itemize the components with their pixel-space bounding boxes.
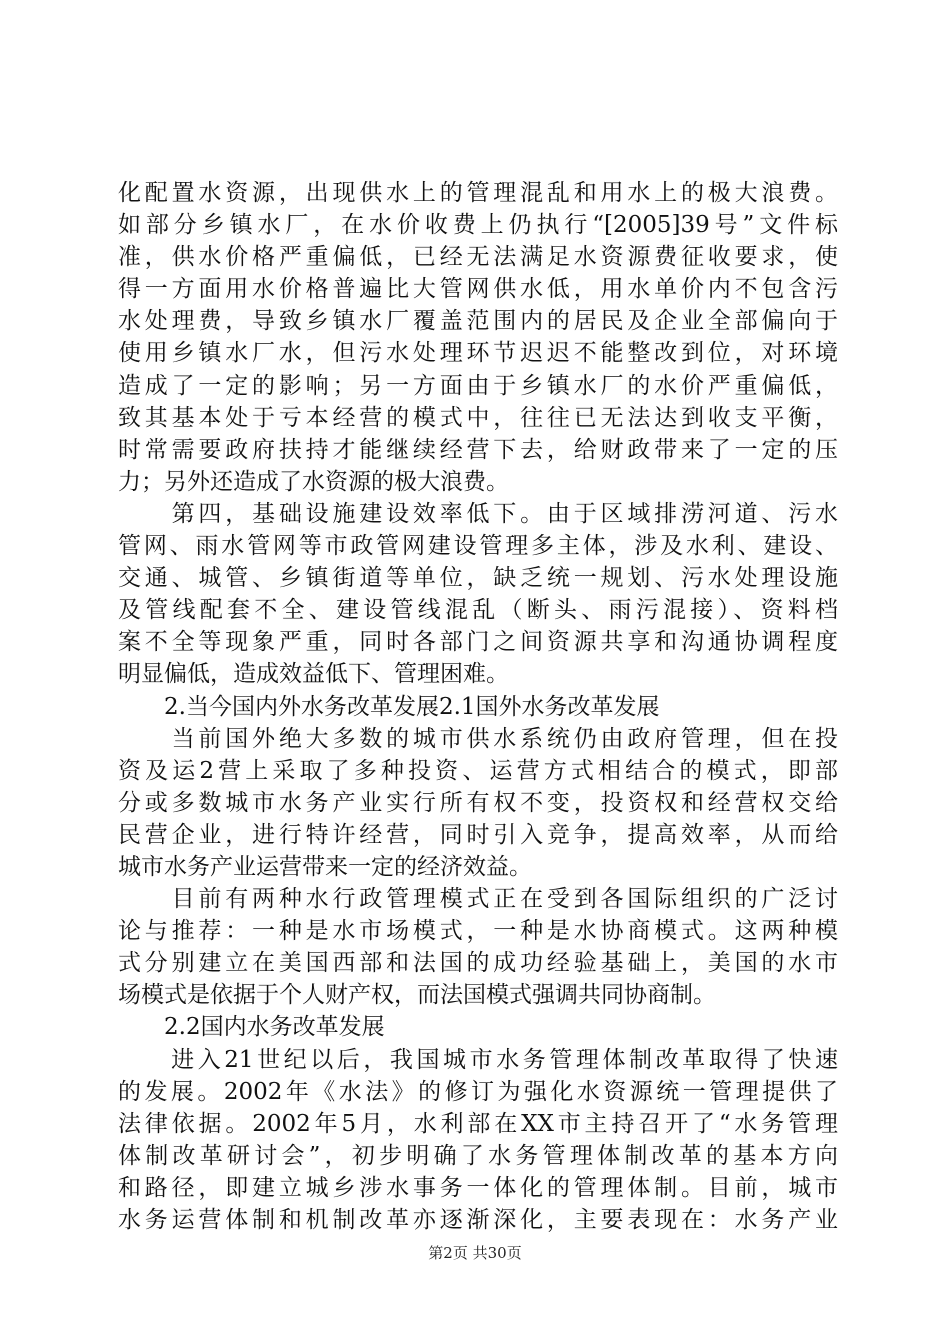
text-line: 第四，基础设施建设效率低下。由于区域排涝河道、污水 [118, 500, 838, 527]
text-line: 得一方面用水价格普遍比大管网供水低，用水单价内不包含污 [118, 276, 838, 303]
text-line: 交通、城管、乡镇街道等单位，缺乏统一规划、污水处理设施 [118, 565, 838, 592]
page-footer: 第2页 共30页 [428, 1244, 522, 1262]
text-line: 体制改革研讨会”，初步明确了水务管理体制改革的基本方向 [118, 1142, 838, 1169]
text-line: 当前国外绝大多数的城市供水系统仍由政府管理，但在投 [118, 725, 838, 752]
text-line: 明显偏低，造成效益低下、管理困难。 [118, 661, 509, 688]
text-line: 目前有两种水行政管理模式正在受到各国际组织的广泛讨 [118, 886, 838, 913]
text-line: 分或多数城市水务产业实行所有权不变，投资权和经营权交给 [118, 789, 838, 816]
text-line: 城市水务产业运营带来一定的经济效益。 [118, 853, 532, 880]
text-line: 场模式是依据于个人财产权，而法国模式强调共同协商制。 [118, 982, 716, 1009]
text-line: 法律依据。2002年5月，水利部在XX市主持召开了“水务管理 [118, 1110, 838, 1137]
text-line: 水务运营体制和机制改革亦逐渐深化，主要表现在：水务产业 [118, 1207, 838, 1233]
text-line: 水处理费，导致乡镇水厂覆盖范围内的居民及企业全部偏向于 [118, 308, 838, 335]
text-line: 2.2国内水务改革发展 [118, 1014, 385, 1041]
text-line: 化配置水资源，出现供水上的管理混乱和用水上的极大浪费。 [118, 180, 838, 206]
text-line: 的发展。2002年《水法》的修订为强化水资源统一管理提供了 [118, 1078, 838, 1105]
text-line: 资及运2营上采取了多种投资、运营方式相结合的模式，即部 [118, 757, 838, 784]
text-line: 使用乡镇水厂水，但污水处理环节迟迟不能整改到位，对环境 [118, 340, 838, 367]
text-line: 进入21世纪以后，我国城市水务管理体制改革取得了快速 [118, 1046, 838, 1073]
text-line: 时常需要政府扶持才能继续经营下去，给财政带来了一定的压 [118, 436, 838, 463]
text-line: 及管线配套不全、建设管线混乱（断头、雨污混接）、资料档 [118, 597, 838, 624]
text-line: 案不全等现象严重，同时各部门之间资源共享和沟通协调程度 [118, 629, 838, 656]
text-line: 和路径，即建立城乡涉水事务一体化的管理体制。目前，城市 [118, 1174, 838, 1201]
text-line: 论与推荐：一种是水市场模式，一种是水协商模式。这两种模 [118, 918, 838, 945]
text-line: 准，供水价格严重偏低，已经无法满足水资源费征收要求，使 [118, 244, 838, 271]
text-line: 致其基本处于亏本经营的模式中，往往已无法达到收支平衡， [118, 404, 838, 431]
body-text [118, 177, 838, 1236]
text-line: 如部分乡镇水厂，在水价收费上仍执行“[2005]39号”文件标 [118, 212, 838, 239]
text-line: 式分别建立在美国西部和法国的成功经验基础上，美国的水市 [118, 950, 838, 977]
text-line: 2.当今国内外水务改革发展2.1国外水务改革发展 [118, 693, 660, 720]
text-line: 管网、雨水管网等市政管网建设管理多主体，涉及水利、建设、 [118, 533, 838, 560]
text-line: 力；另外还造成了水资源的极大浪费。 [118, 468, 509, 495]
text-line: 民营企业，进行特许经营，同时引入竞争，提高效率，从而给 [118, 821, 838, 848]
text-line: 造成了一定的影响；另一方面由于乡镇水厂的水价严重偏低， [118, 372, 838, 399]
